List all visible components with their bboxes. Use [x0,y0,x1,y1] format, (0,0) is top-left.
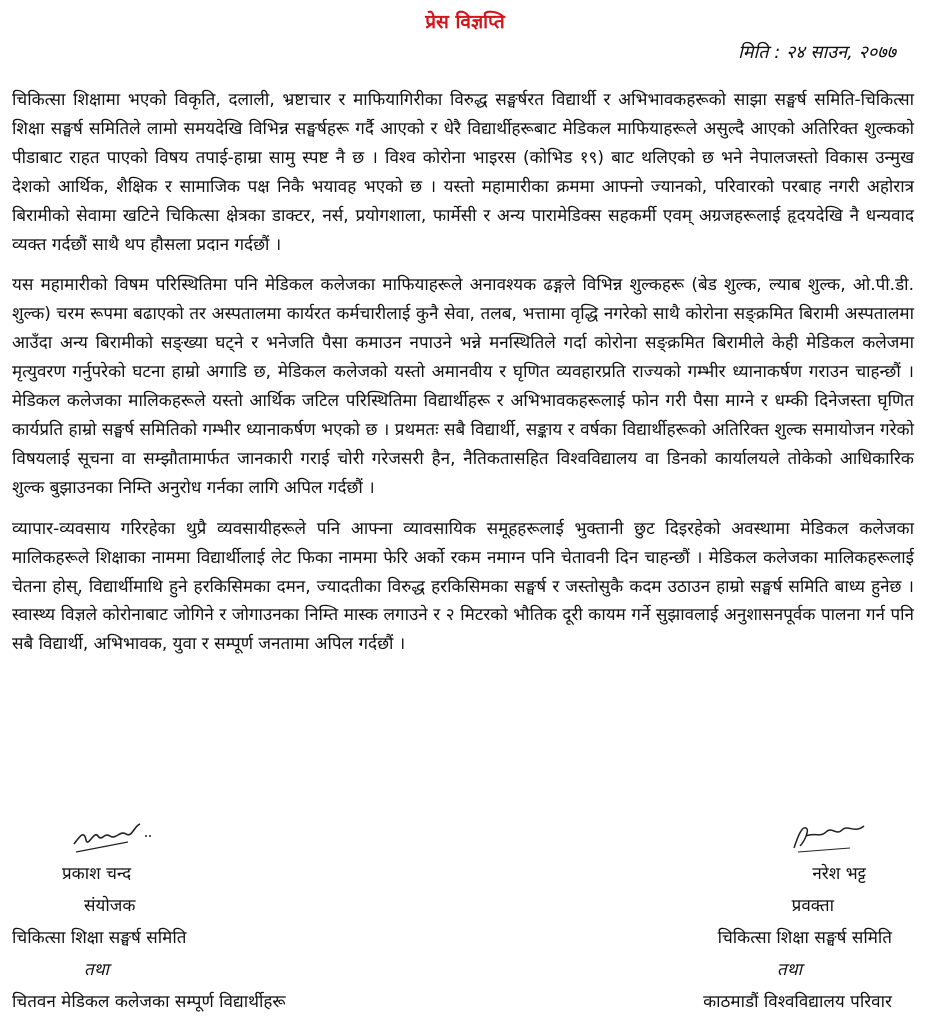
body-text [12,86,914,671]
signature-block-right [703,818,892,1018]
right-signatory-role: प्रवक्ता [791,896,834,916]
right-signatory-name: नरेश भट्ट [812,864,866,884]
left-signatory-org2: चितवन मेडिकल कलेजका सम्पूर्ण विद्यार्थीहरू [12,992,286,1012]
signature-block-left [12,818,286,1018]
right-conjunction: तथा [777,960,802,980]
left-signatory-role: संयोजक [84,896,136,916]
left-conjunction: तथा [84,960,109,980]
right-signatory-org2: काठमाडौं विश्वविद्यालय परिवार [703,992,892,1012]
paragraph-3: व्यापार-व्यवसाय गरिरहेका थुप्रै व्यवसायीहरूले पनि आफ्ना व्यावसायिक समूहहरूलाई भुक्तानी छुट दिइरहेको अवस्थामा मेडिकल कलेजका मालिकहरूले शिक्षाका नाममा विद्यार्थीलाई लेट फिका नाममा फेरि अर्को रकम नमाग्न पनि चेतावनी दिन चाहन्छौं । मेडिकल कलेजका मालिकहरूलाई चेतना होस्, विद्यार्थीमाथि हुने हरकिसिमका दमन, ज्यादतीका विरुद्ध हरकिसिमका सङ्घर्ष र जस्तोसुकै कदम उठाउन हाम्रो सङ्घर्ष समिति बाध्य हुनेछ । स्वास्थ्य विज्ञले कोरोनाबाट जोगिने र जोगाउनका निम्ति मास्क लगाउने र २ मिटरको भौतिक दूरी कायम गर्ने सुझावलाई अनुशासनपूर्वक पालना गर्न पनि सबै विद्यार्थी, अभिभावक, युवा र सम्पूर्ण जनतामा अपिल गर्दछौं । [12,518,914,655]
signature-right [780,818,870,858]
left-signatory-org: चिकित्सा शिक्षा सङ्घर्ष समिति [12,928,187,948]
left-signatory-name: प्रकाश चन्द [62,864,132,884]
right-signatory-org: चिकित्सा शिक्षा सङ्घर्ष समिति [717,928,892,948]
paragraph-2: यस महामारीको विषम परिस्थितिमा पनि मेडिकल कलेजका माफियाहरूले अनावश्यक ढङ्गले विभिन्न शुल्कहरू (बेड शुल्क, ल्याब शुल्क, ओ.पी.डी. शुल्क) चरम रूपमा बढाएको तर अस्पतालमा कार्यरत कर्मचारीलाई कुनै सेवा, तलब, भत्तामा वृद्धि नगरेको साथै कोरोना सङ्क्रमित बिरामी अस्पतालमा आउँदा अन्य बिरामीको सङ्ख्या घट्ने र भनेजति पैसा कमाउन नपाउने भन्ने मनस्थितिले गर्दा कोरोना सङ्क्रमित बिरामीले केही मेडिकल कलेजमा मृत्युवरण गर्नुपरेको घटना हाम्रो अगाडि छ, मेडिकल कलेजको यस्तो अमानवीय र घृणित व्यवहारप्रति राज्यको गम्भीर ध्यानाकर्षण गराउन चाहन्छौं । मेडिकल कलेजका मालिकहरूले यस्तो आर्थिक जटिल परिस्थितिमा विद्यार्थीहरू र अभिभावकहरूलाई फोन गरी पैसा माग्ने र धम्की दिनेजस्ता घृणित कार्यप्रति हाम्रो सङ्घर्ष समितिको गम्भीर ध्यानाकर्षण भएको छ । प्रथमतः सबै विद्यार्थी, सङ्काय र वर्षका विद्यार्थीहरूको अतिरिक्त शुल्क समायोजन गरेको विषयलाई सूचना वा सम्झौतामार्फत जानकारी गराई चोरी गरेजसरी हैन, नैतिकतासहित विश्वविद्यालय वा डिनको कार्यालयले तोकेको आधिकारिक शुल्क बुझाउनका निम्ति अनुरोध गर्नका लागि अपिल गर्दछौं । [12,275,914,498]
paragraph-1: चिकित्सा शिक्षामा भएको विकृति, दलाली, भ्रष्टाचार र माफियागिरीका विरुद्ध सङ्घर्षरत विद्यार्थी र अभिभावकहरूको साझा सङ्घर्ष समिति-चिकित्सा शिक्षा सङ्घर्ष समितिले लामो समयदेखि विभिन्न सङ्घर्षहरू गर्दै आएको र धेरै विद्यार्थीहरूबाट मेडिकल माफियाहरूले असुल्दै आएको अतिरिक्त शुल्कको पीडाबाट राहत पाएको विषय तपाई-हाम्रा सामु स्पष्ट नै छ । विश्व कोरोना भाइरस (कोभिड १९) बाट थलिएको छ भने नेपालजस्तो विकास उन्मुख देशको आर्थिक, शैक्षिक र सामाजिक पक्ष निकै भयावह भएको छ । यस्तो महामारीका क्रममा आफ्नो ज्यानको, परिवारको परबाह नगरी अहोरात्र बिरामीको सेवामा खटिने चिकित्सा क्षेत्रका डाक्टर, नर्स, प्रयोगशाला, फार्मेसी र अन्य पारामेडिक्स सहकर्मी एवम् अग्रजहरूलाई हृदयदेखि नै धन्यवाद व्यक्त गर्दछौं साथै थप हौसला प्रदान गर्दछौं । [12,90,914,255]
page-title: प्रेस विज्ञप्ति [425,11,505,33]
signature-left [68,818,158,858]
date-line: मिति : २४ साउन, २०७७ [738,42,896,63]
